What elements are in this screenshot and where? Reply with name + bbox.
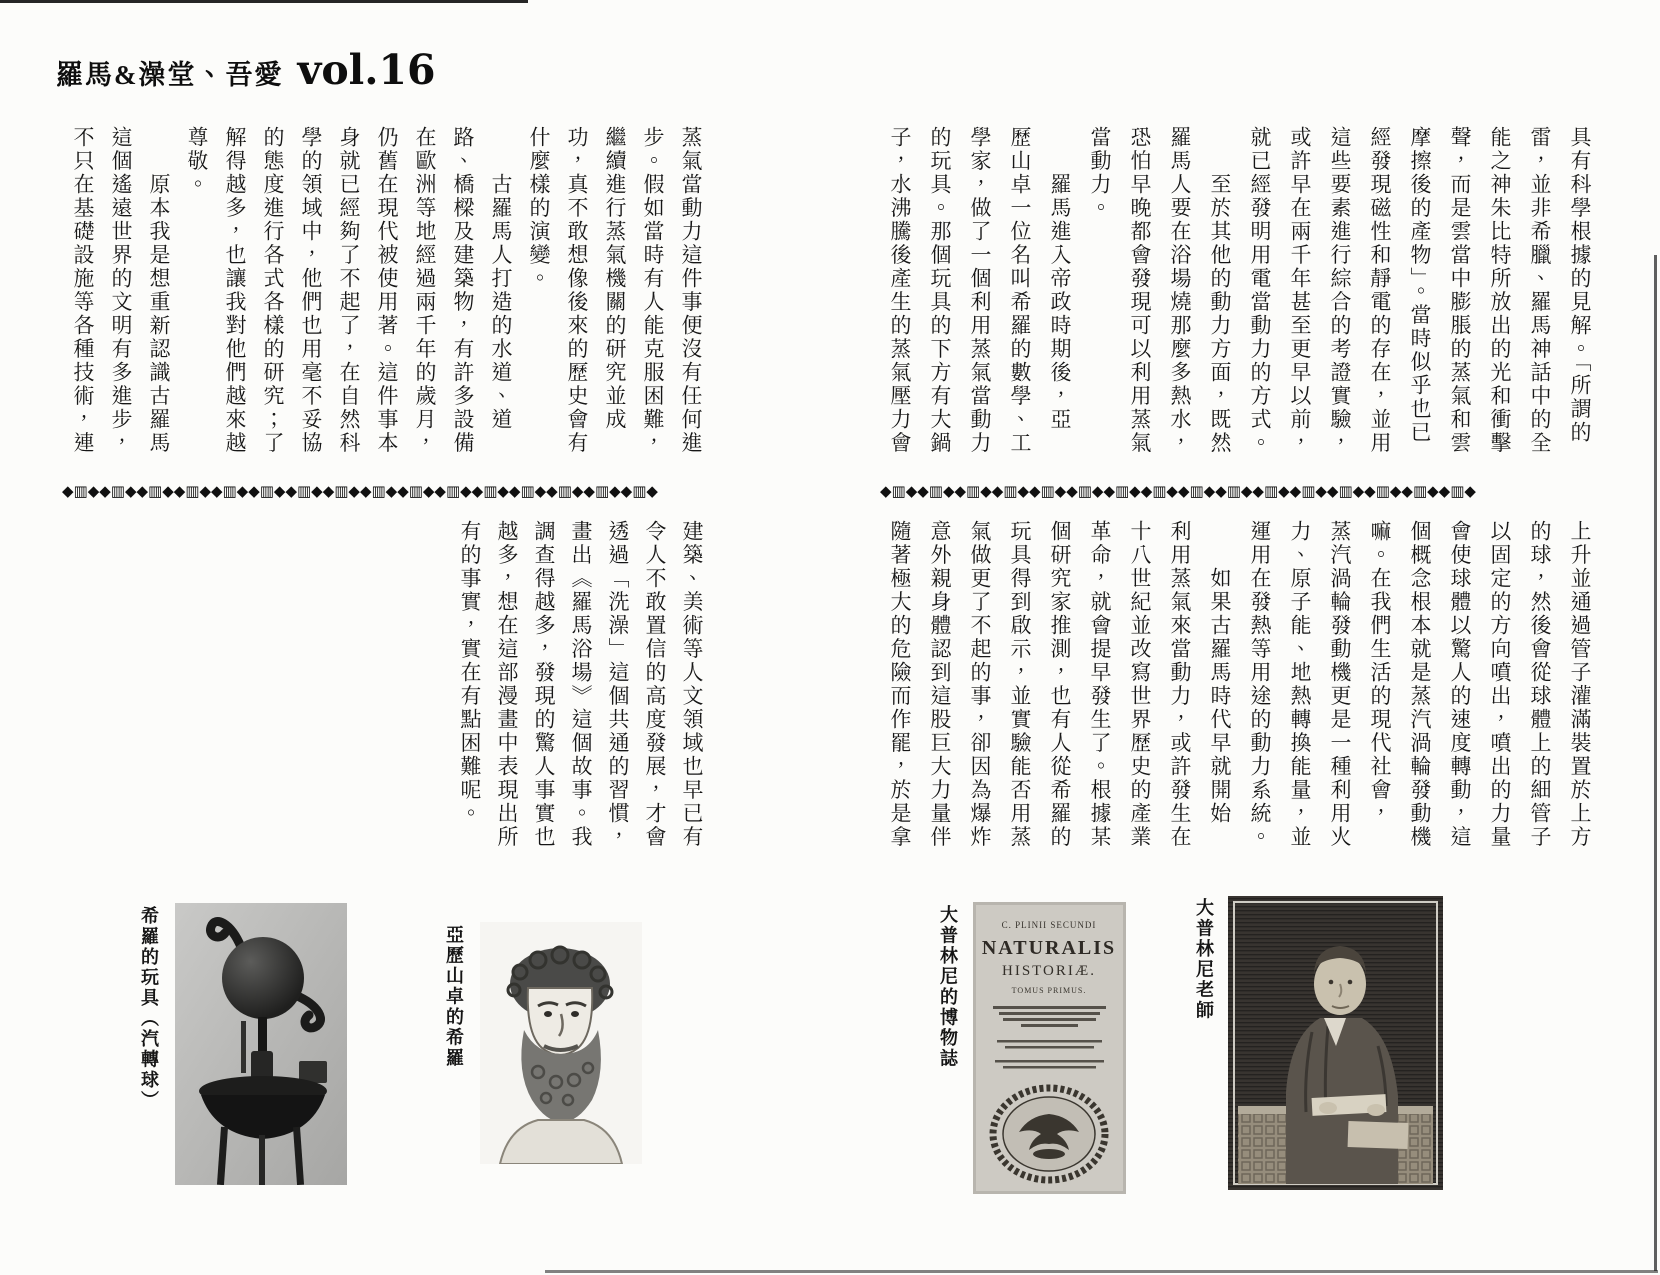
- text-column: 有的事實，實在有點困難呢。: [458, 520, 482, 826]
- text-column: 意外親身體認到這股巨大力量伴: [928, 520, 952, 849]
- text-column: 令人不敢置信的高度發展，才會: [643, 520, 667, 849]
- text-column: 調查得越多，發現的驚人事實也: [532, 520, 556, 849]
- scan-edge-bottom: [545, 1270, 1658, 1273]
- naturalis-historiae-cover: [973, 902, 1126, 1194]
- masthead-title: 羅馬&澡堂、吾愛: [56, 60, 284, 90]
- text-column: 隨著極大的危險而作罷，於是拿: [888, 520, 912, 849]
- text-column: 能之神朱比特所放出的光和衝擊: [1488, 126, 1512, 455]
- book-caption: 大普林尼的博物誌: [938, 905, 958, 1069]
- text-column: 玩具得到啟示，並實驗能否用蒸: [1008, 520, 1032, 849]
- hero-caption: 亞歷山卓的希羅: [444, 925, 464, 1069]
- scan-edge-top: [0, 0, 528, 3]
- right-page-top-text: [880, 126, 1600, 455]
- column-masthead: [56, 46, 436, 94]
- text-column: 繼續進行蒸氣機關的研究並成: [603, 126, 627, 432]
- text-column: 就已經發明用電當動力的方式。: [1248, 126, 1272, 455]
- text-column: 力、原子能、地熱轉換能量，並: [1288, 520, 1312, 849]
- text-column: 仍舊在現代被使用著。這件事本: [375, 126, 399, 455]
- text-column: 恐怕早晚都會發現可以利用蒸氣: [1128, 126, 1152, 455]
- text-column: 的球，然後會從球體上的細管子: [1528, 520, 1552, 849]
- text-column: 這些要素進行綜合的考證實驗，: [1328, 126, 1352, 455]
- text-column: 尊敬。: [185, 126, 209, 197]
- pliny-portrait: [1228, 896, 1443, 1190]
- text-column: 個研究家推測，也有人從希羅的: [1048, 520, 1072, 849]
- text-column: 歷山卓一位名叫希羅的數學、工: [1008, 126, 1032, 455]
- text-column: 功，真不敢想像後來的歷史會有: [565, 126, 589, 455]
- text-column: 越多，想在這部漫畫中表現出所: [495, 520, 519, 849]
- text-column: 如果古羅馬時代早就開始: [1208, 520, 1232, 826]
- text-column: 透過「洗澡」這個共通的習慣，: [606, 520, 630, 849]
- text-column: 學家，做了一個利用蒸氣當動力: [968, 126, 992, 455]
- text-column: 解得越多，也讓我對他們越來越: [223, 126, 247, 455]
- section-divider-left: ◆▥◆◆▥◆◆▥◆◆▥◆◆▥◆◆▥◆◆▥◆◆▥◆◆▥◆◆▥◆◆▥◆◆▥◆◆▥◆◆▥◆◆▥◆◆▥◆: [62, 482, 658, 500]
- left-page-top-text: [64, 126, 710, 455]
- text-column: 建築、美術等人文領域也早已有: [680, 520, 704, 849]
- left-page-bottom-text: [451, 520, 710, 849]
- pliny-caption: 大普林尼老師: [1194, 898, 1214, 1021]
- text-column: 或許早在兩千年甚至更早以前，: [1288, 126, 1312, 455]
- text-column: 什麼樣的演變。: [527, 126, 551, 291]
- text-column: 原本我是想重新認識古羅馬: [147, 126, 171, 455]
- text-column: 身就已經夠了不起了，在自然科: [337, 126, 361, 455]
- text-column: 嘛。在我們生活的現代社會，: [1368, 520, 1392, 826]
- text-column: 以固定的方向噴出，噴出的力量: [1488, 520, 1512, 849]
- text-column: 至於其他的動力方面，既然: [1208, 126, 1232, 455]
- text-column: 不只在基礎設施等各種技術，連: [71, 126, 95, 455]
- text-column: 的玩具。那個玩具的下方有大鍋: [928, 126, 952, 455]
- text-column: 利用蒸氣來當動力，或許發生在: [1168, 520, 1192, 849]
- section-divider-right: ◆▥◆◆▥◆◆▥◆◆▥◆◆▥◆◆▥◆◆▥◆◆▥◆◆▥◆◆▥◆◆▥◆◆▥◆◆▥◆◆▥◆◆▥◆◆▥◆: [880, 482, 1476, 500]
- text-column: 在歐洲等地經過兩千年的歲月，: [413, 126, 437, 455]
- text-column: 摩擦後的產物」。當時似乎也已: [1408, 126, 1432, 445]
- text-column: 羅馬人要在浴場燒那麼多熱水，: [1168, 126, 1192, 455]
- right-page-bottom-text: [880, 520, 1600, 849]
- text-column: 經發現磁性和靜電的存在，並用: [1368, 126, 1392, 455]
- text-column: 學的領域中，他們也用毫不妥協: [299, 126, 323, 455]
- text-column: 個概念根本就是蒸汽渦輪發動機: [1408, 520, 1432, 849]
- text-column: 聲，而是雲當中膨脹的蒸氣和雲: [1448, 126, 1472, 455]
- scan-edge-right: [1654, 255, 1657, 1271]
- text-column: 革命，就會提早發生了。根據某: [1088, 520, 1112, 849]
- aeolipile-caption: 希羅的玩具（汽轉球）: [139, 906, 159, 1111]
- text-column: 路、橋樑及建築物，有許多設備: [451, 126, 475, 455]
- text-column: 的態度進行各式各樣的研究；了: [261, 126, 285, 455]
- text-column: 運用在發熱等用途的動力系統。: [1248, 520, 1272, 849]
- masthead-volume-number: vol.16: [297, 46, 436, 94]
- text-column: 氣做更了不起的事，卻因為爆炸: [968, 520, 992, 849]
- text-column: 古羅馬人打造的水道、道: [489, 126, 513, 432]
- aeolipile-photo: [175, 903, 347, 1185]
- text-column: 這個遙遠世界的文明有多進步，: [109, 126, 133, 455]
- text-column: 十八世紀並改寫世界歷史的產業: [1128, 520, 1152, 849]
- text-column: 當動力。: [1088, 126, 1112, 220]
- text-column: 羅馬進入帝政時期後，亞: [1048, 126, 1072, 432]
- cover-eagle-emblem: [993, 1088, 1105, 1180]
- cover-title-line: NATURALIS: [981, 937, 1117, 959]
- text-column: 上升並通過管子灌滿裝置於上方: [1568, 520, 1592, 849]
- cover-tomus-line: TOMUS PRIMUS.: [1011, 986, 1087, 995]
- text-column: 步。假如當時有人能克服困難，: [641, 126, 665, 455]
- text-column: 具有科學根據的見解。「所謂的: [1568, 126, 1592, 445]
- text-column: 子，水沸騰後產生的蒸氣壓力會: [888, 126, 912, 455]
- text-column: 會使球體以驚人的速度轉動，這: [1448, 520, 1472, 849]
- text-column: 蒸氣當動力這件事便沒有任何進: [679, 126, 703, 455]
- cover-subtitle-line: HISTORIÆ.: [1002, 963, 1096, 979]
- text-column: 雷，並非希臘、羅馬神話中的全: [1528, 126, 1552, 455]
- text-column: 蒸汽渦輪發動機更是一種利用火: [1328, 520, 1352, 849]
- hero-portrait: [480, 922, 642, 1164]
- text-column: 畫出《羅馬浴場》這個故事。我: [569, 520, 593, 849]
- cover-author-line: C. PLINII SECUNDI: [1001, 920, 1097, 930]
